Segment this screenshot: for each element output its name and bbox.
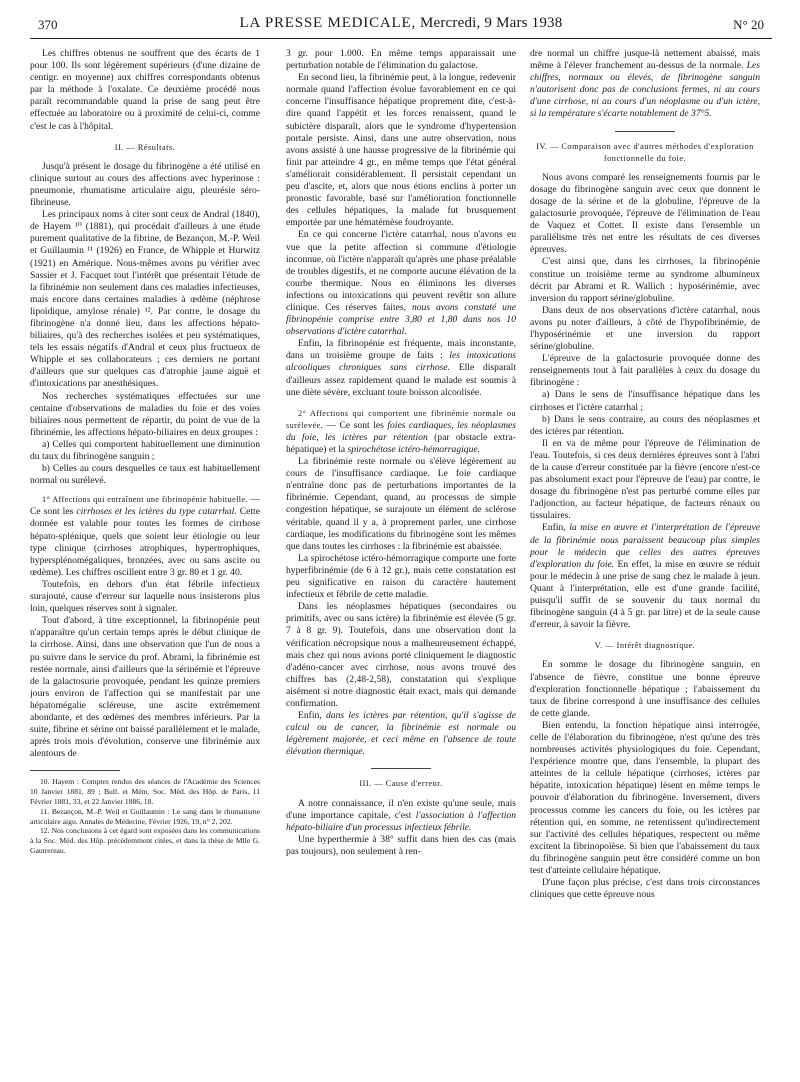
emphasis: l'association à l'affection hépato-biliaire d'un processus infectieux fébrile. bbox=[286, 809, 516, 833]
list-item: b) Dans le sens contraire, au cours des néoplasmes et des ictères par rétention. bbox=[530, 413, 760, 437]
paragraph: Les chiffres obtenus ne souffrent que des écarts de 1 pour 100. Ils sont légèrement supérieurs (d'une dizaine de centigr. en moyenne) aux chiffres correspondants obtenus par la méthode à l'oxalate. Ce deuxième procédé nous paraît recommandable quand la prise de sang peut être effectuée au laboratoire ou à proximité de celui-ci, comme c'est le cas à l'hôpital. bbox=[30, 48, 260, 132]
issue-number: N° 20 bbox=[733, 17, 764, 32]
paragraph: Nous avons comparé les renseignements fournis par le dosage du fibrinogène sanguin avec ceux que donnent le dosage de la sérine et de la globuline, l'épreuve de la galactosurie provoquée, l'épreuve de l'élimination de l'eau de Vaquez et Cottet. Il existe dans l'ensemble un parallélisme très net entre les résultats de ces diverses épreuves. bbox=[530, 171, 760, 256]
subsection-paragraph: 1° Affections qui entraînent une fibrinopénie habituelle. — Ce sont les cirrhoses et les ictères du type catarrhal. Cette donnée est valable pour toutes les formes de cirrhose hépato-splénique, quels que soient leur étiologie ou leur type clinique (cirrhoses atrophiques, hypertrophiques, hypersplénomégaliques, bronzées, avec ou sans ascite ou œdème). Les chiffres oscillent entre 3 gr. 80 et 1 gr. 40. bbox=[30, 494, 260, 578]
section-separator bbox=[371, 768, 431, 769]
paragraph: C'est ainsi que, dans les cirrhoses, la fibrinopénie constitue un troisième terme au syndrome albumineux décrit par Abrami et R. Wallich : hyposérinémie, avec inversion du rapport sérine/globuline. bbox=[530, 256, 760, 304]
journal-title bbox=[30, 15, 772, 32]
subsection-paragraph: 2° Affections qui comportent une fibrinémie normale ou surélevée. — Ce sont les foies cardiaques, les néoplasmes du foie, les ictères par rétention (par obstacle extra-hépatique) et la spirochétose ictéro-hémorragique. bbox=[286, 408, 516, 455]
paragraph: Jusqu'à présent le dosage du fibrinogène a été utilisé en clinique surtout au cours des affections avec hyperinose : pneumonie, rhumatisme articulaire aigu, pleurésie séro-fibrineuse. bbox=[30, 160, 260, 209]
paragraph: Dans les néoplasmes hépatiques (secondaires ou primitifs, avec ou sans ictère) la fibrinémie est élevée (5 gr. 7 à 8 gr. 9). Toutefois, dans une observation dont la vérification nécropsique nous a malheureusement échappé, mais chez qui nous avions porté cliniquement le diagnostic d'adéno-cancer avec cirrhose, nous avons trouvé des chiffres bas (2,48-2,58), constatation qui s'explique aisément si notre diagnostic était exact, mais qui demande confirmation. bbox=[286, 601, 516, 709]
paragraph: Les principaux noms à citer sont ceux de Andral (1840), de Hayem ¹⁰ (1881), qui procédait d'ailleurs à une étude purement qualitative de la fibrine, de Bezançon, M.-P. Weil et Guillaumin ¹¹ (1926) en France, de Whipple et Hurwitz (1921) en Amérique. Nous-mêmes avons pu vérifier avec Sassier et J. Facquet tout l'intérêt que présentait l'étude de la fibrinémie non seulement dans ces maladies infectieuses, mais encore dans certaines maladies à œdème (néphrose lipoïdique, amylose rénale) ¹². Par contre, le dosage du fibrinogène n'a donné lieu, dans les affections hépato-biliaires, qu'à des recherches isolées et peu systématiques, tels les essais négatifs d'Andral et ceux plus fructueux de Whipple et ses collaborateurs ; ces derniers ne portant d'ailleurs que sur quelques cas d'atrophie jaune aiguë et d'intoxications par anesthésiques. bbox=[30, 209, 260, 390]
column-1 bbox=[30, 48, 260, 1074]
paragraph: A notre connaissance, il n'en existe qu'une seule, mais d'une importance capitale, c'est l'association à l'affection hépato-biliaire d'un processus infectieux fébrile. bbox=[286, 797, 516, 833]
emphasis: cirrhoses et les ictères du type catarrhal. bbox=[76, 506, 237, 518]
paragraph: Enfin, dans les ictères par rétention, qu'il s'agisse de calcul ou de cancer, la fibrinémie est normale ou légèrement majorée, et ceci même en l'absence de toute élévation thermique. bbox=[286, 710, 516, 758]
footnote-11: 11. Bezançon, M.-P. Weil et Guillaumin : Le sang dans le rhumatisme articulaire aigu. Annales de Médecine, Février 1926, 19, n° 2, 202. bbox=[30, 806, 260, 826]
footnote-12: 12. Nos conclusions à cet égard sont exposées dans les communications à la Soc. Méd. des Hôp. précédemment citées, et dans la thèse de Mlle G. Gautrereau. bbox=[30, 826, 260, 855]
subsection-heading: 1° Affections qui entraînent une fibrinopénie habituelle. bbox=[42, 495, 248, 505]
issue-date: Mercredi, 9 Mars 1938 bbox=[419, 15, 563, 31]
paragraph: Enfin, la mise en œuvre et l'interprétation de l'épreuve de la fibrinémie nous paraissent beaucoup plus simples pour le médecin que celles des autres épreuves d'exploration du foie. En effet, la mise en œuvre se réduit pour le médecin à une prise de sang chez le malade à jeun. Quant à l'interprétation, elle est d'une grande facilité, puisqu'il suffit de se souvenir du taux normal du fibrinogène sanguin (4 à 5 gr. par litre) et de la seule cause d'erreur, à savoir la fièvre. bbox=[530, 522, 760, 631]
paragraph: D'une façon plus précise, c'est dans trois circonstances cliniques que cette épreuve nous bbox=[530, 877, 760, 901]
emphasis: Les chiffres, normaux ou élevés, de fibrinogène sanguin n'autorisent donc pas de conclusions fermes, ni au cours d'une cirrhose, ni au cours d'un néoplasme ou d'un ictère, si la température s'écarte notablement de 37°5. bbox=[530, 60, 760, 120]
journal-name: LA PRESSE MEDICALE, bbox=[239, 15, 416, 31]
paragraph: En somme le dosage du fibrinogène sanguin, en l'absence de fièvre, constitue une bonne épreuve d'exploration fonctionnelle hépatique ; l'abaissement du taux de fibrine correspond à une insuffisance des cellules de cette glande. bbox=[530, 659, 760, 719]
list-item: a) Celles qui comportent habituellement une diminution du taux du fibrinogène sanguin ; bbox=[30, 438, 260, 462]
paragraph: L'épreuve de la galactosurie provoquée donne des renseignements tout à fait parallèles à ceux du dosage du fibrinogène : bbox=[530, 353, 760, 389]
emphasis: nous avons constaté une fibrinopénie comprise entre 3,80 et 1,80 dans nos 10 observations d'ictère catarrhal. bbox=[286, 301, 516, 338]
paragraph: La fibrinémie reste normale ou s'élève légèrement au cours de l'insuffisance cardiaque. Le foie cardiaque n'entraîne donc pas de perturbations importantes de la fibrinémie. Cependant, quand, au processus de simple congestion hépatique, se surajoute un élément de sclérose véritable, quand il y a, à proprement parler, une cirrhose cardiaque, les modifications du fibrinogène sont les mêmes que dans toutes les cirrhoses : la fibrinémie est abaissée. bbox=[286, 456, 516, 552]
emphasis: la mise en œuvre et l'interprétation de l'épreuve de la fibrinémie nous paraissent beaucoup plus simples pour le médecin que celles des autres épreuves d'exploration du foie. bbox=[530, 522, 760, 570]
paragraph: 3 gr. pour 1.000. En même temps apparaissait une perturbation notable de l'élimination du galactose. bbox=[286, 48, 516, 72]
paragraph: En ce qui concerne l'ictère catarrhal, nous n'avons eu vue que la petite affection si commune d'étiologie inconnue, où l'ictère n'apparaît qu'après une phase préalable de troubles digestifs, et ne comporte aucune élévation de la courbe thermique. Nous en éliminons les diverses infections ou intoxications qui peuvent revêtir son allure clinique. Ces réserves faites, nous avons constaté une fibrinopénie comprise entre 3,80 et 1,80 dans nos 10 observations d'ictère catarrhal. bbox=[286, 229, 516, 338]
paragraph: Il en va de même pour l'épreuve de l'élimination de l'eau. Toutefois, si ces deux dernières épreuves sont à l'abri de la cause d'erreur constituée par la fièvre (encore n'est-ce pas absolument exact pour l'épreuve de l'eau) par contre, le dosage du fibrinogène n'est pas perturbé comme elles par l'adjonction, au facteur hépatique, de facteurs rénaux ou tissulaires. bbox=[530, 437, 760, 522]
subsection-heading: 2° Affections qui comportent une fibrinémie normale ou surélevée. bbox=[286, 408, 516, 430]
section-heading-error: III. — Cause d'erreur. bbox=[359, 779, 443, 789]
paragraph: dre normal un chiffre jusque-là nettement abaissé, mais même à l'élever franchement au-dessus de la normale. Les chiffres, normaux ou élevés, de fibrinogène sanguin n'autorisent donc pas de conclusions fermes, ni au cours d'une cirrhose, ni au cours d'un néoplasme ou d'un ictère, si la température s'écarte notablement de 37°5. bbox=[530, 48, 760, 120]
emphasis: spirochétose ictéro-hémorragique. bbox=[347, 444, 481, 455]
list-item: b) Celles au cours desquelles ce taux est habituellement normal ou surélevé. bbox=[30, 463, 260, 487]
paragraph: Enfin, la fibrinopénie est fréquente, mais inconstante, dans un troisième groupe de faits : les intoxications alcooliques chroniques sans cirrhose. Elle disparaît d'ailleurs assez rapidement quand le malade est soumis à une diète sévère, excluant toute boisson alcoolisée. bbox=[286, 338, 516, 398]
paragraph: Tout d'abord, à titre exceptionnel, la fibrinopénie peut n'apparaître qu'un certain temps après le début clinique de la cirrhose. Ainsi, dans une observation que l'un de nous a pu suivre dans le service du prof. Abrami, la fibrinémie est restée normale, ainsi d'ailleurs que la sérinémie et l'épreuve de la galactosurie provoquée, pendant les quinze premiers jours environ de l'affection qui se manifestait par une hépatomégalie scléreuse, une ascite extrêmement abondante, et des œdèmes des membres inférieurs. Par la suite, fibrine et sérine ont baissé parallèlement et le malade, après trois mois d'évolution, conserve une fibrinémie aux alentours de bbox=[30, 615, 260, 760]
paragraph: Bien entendu, la fonction hépatique ainsi interrogée, celle de l'élaboration du fibrinogène, n'est qu'une des très nombreuses activités physiologiques du foie. Cependant, l'expérience montre que, dans l'ensemble, la plupart des atteintes de la cellule hépatique (cirrhoses, ictères par hépatite, intoxication hépatique) lèsent en même temps le pouvoir d'élaboration du fibrinogène. Inversement, divers processus comme les cancers du foie, ou les ictères par rétention qui, en somme, ne retentissent qu'indirectement sur l'activité des cellules hépatiques, respectent ou même excitent la fibrinopoïèse. Si bien que l'abaissement du taux du fibrinogène sanguin peut être considéré comme un bon test d'atteinte cellulaire hépatique. bbox=[530, 719, 760, 876]
paragraph: La spirochétose ictéro-hémorragique comporte une forte hyperfibrinémie (de 6 à 12 gr.), mais cette constatation est peu significative en raison du caractère hautement infectieux et fébrile de cette maladie. bbox=[286, 552, 516, 601]
paragraph: Toutefois, en dehors d'un état fébrile infectieux surajouté, cause d'erreur sur laquelle nous insisterons plus loin, quelques réserves sont à signaler. bbox=[30, 578, 260, 615]
section-separator bbox=[615, 131, 675, 132]
section-heading-diagnostic: V. — Intérêt diagnostique. bbox=[594, 641, 696, 651]
footnote-rule bbox=[30, 770, 120, 771]
footnote-10: 10. Hayem : Comptes rendus des séances de l'Académie des Sciences 10 Janvier 1881, 89 ; Bull. et Mém. Soc. Méd. des Hôp. de Paris, 11 Février 1881, 33, et 22 Janvier 1886, 18. bbox=[30, 777, 260, 806]
emphasis: dans les ictères par rétention, qu'il s'agisse de calcul ou de cancer, la fibrinémie est normale ou légèrement majorée, et ceci même en l'absence de toute élévation thermique. bbox=[286, 710, 516, 758]
section-heading-comparison: IV. — Comparaison avec d'autres méthodes d'exploration fonctionnelle du foie. bbox=[536, 141, 754, 163]
section-heading-results: II. — Résultats. bbox=[114, 142, 176, 152]
paragraph: Une hyperthermie à 38° suffit dans bien des cas (mais pas toujours), non seulement à ren- bbox=[286, 833, 516, 857]
paragraph: Nos recherches systématiques effectuées sur une centaine d'observations de maladies du foie et des voies biliaires nous permettent de répartir, du point de vue de la fibrinémie, les affections hépato-biliaires en deux groupes : bbox=[30, 390, 260, 438]
paragraph: En second lieu, la fibrinémie peut, à la longue, redevenir normale quand l'affection évolue favorablement en ce qui concerne l'insuffisance hépatique proprement dite, c'est-à-dire quand l'appétit et les forces renaissent, quand le subictère disparaît, alors que le syndrome d'hypertension portale persiste. Ainsi, dans une autre observation, nous avons assisté à une hausse progressive de la fibrinémie qui finit par atteindre 4 gr., en même temps que l'état général s'améliorait considérablement. Il persistait cependant un peu d'ascite, et, alors que nous étions enclins à porter un pronostic favorable, basé sur l'amélioration fonctionnelle des cellules hépatiques, la malade fut brusquement emportée par une hématémèse foudroyante. bbox=[286, 72, 516, 229]
page-header bbox=[30, 14, 772, 39]
page-number: 370 bbox=[38, 17, 58, 32]
paragraph: Dans deux de nos observations d'ictère catarrhal, nous avons pu noter d'ailleurs, à côté de l'hypofibrinémie, de l'hyposérinémie et une inversion du rapport sérine/globuline. bbox=[530, 304, 760, 353]
column-3 bbox=[530, 48, 760, 1074]
list-item: a) Dans le sens de l'insuffisance hépatique dans les cirrhoses et l'ictère catarrhal ; bbox=[530, 389, 760, 413]
emphasis: foies cardiaques, les néoplasmes du foie, les ictères par rétention bbox=[286, 419, 516, 443]
emphasis: les intoxications alcooliques chroniques sans cirrhose. bbox=[286, 350, 516, 374]
column-2 bbox=[286, 48, 516, 1074]
